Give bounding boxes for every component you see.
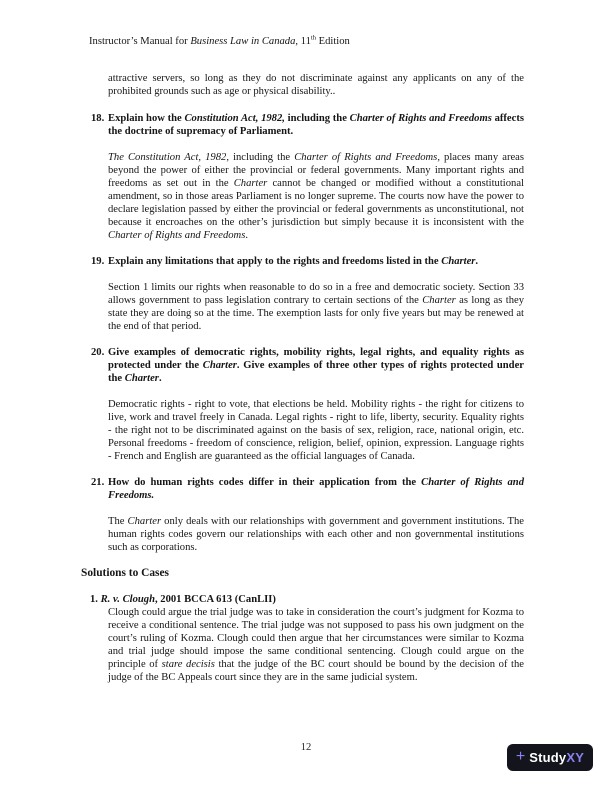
studyxy-logo[interactable]	[507, 744, 593, 771]
intro-paragraph: attractive servers, so long as they do not discriminate against any applicants on any of the prohibited grounds such as age or physical disability..	[108, 73, 524, 97]
answer-text: Section 1 limits our rights when reasonable to do so in a free and democratic society. Section 33 allows government to pass legislation contrary to certain sections of the Charter as long as they state they are doing so at the time. The exemption lasts for only five years but may be renewed at the end of that period.	[108, 282, 524, 332]
case-item-1	[81, 593, 524, 684]
question-item-19	[81, 255, 524, 333]
running-header: Instructor’s Manual for Business Law in Canada, 11th Edition	[89, 34, 350, 47]
solutions-heading: Solutions to Cases	[81, 567, 169, 579]
question-number: 18.	[91, 113, 105, 124]
answer-text: The Constitution Act, 1982, including the Charter of Rights and Freedoms, places many areas beyond the power of either the provincial or federal governments. Many important rights and freedoms as set out in the Charter cannot be changed or modified without a constitutional amendment, so in those areas Parliament is no longer supreme. The courts now have the power to declare legislation passed by either the provincial or federal governments as unconstitutional, not because it encroaches on the other’s jurisdiction but simply because it is inconsistent with the Charter of Rights and Freedoms.	[108, 152, 524, 241]
question-number: 21.	[91, 477, 105, 488]
question-text: How do human rights codes differ in their application from the Charter of Rights and Freedoms.	[108, 477, 524, 501]
question-text: Explain any limitations that apply to the rights and freedoms listed in the Charter.	[108, 256, 479, 267]
question-number: 20.	[91, 347, 105, 358]
case-citation: R. v. Clough, 2001 BCCA 613 (CanLII)	[100, 594, 276, 605]
case-title	[90, 593, 524, 606]
question-item-20	[81, 346, 524, 463]
question-text: Explain how the Constitution Act, 1982, including the Charter of Rights and Freedoms affects the doctrine of supremacy of Parliament.	[108, 113, 524, 137]
logo-text-study: Study	[529, 750, 567, 765]
case-body: Clough could argue the trial judge was to take in consideration the court’s judgment for Kozma to receive a conditional sentence. The trial judge was not supposed to pass his own judgment on the court’s ruling of Kozma. Clough could then argue that her circumstances were similar to Kozma and trial judge should impose the same conditional sentencing. Clough could argue on the principle of stare decisis that the judge of the BC court should be bound by the decision of the judge of the BC Appeals court since they are in the same judicial system.	[108, 607, 524, 683]
question-item-21	[81, 476, 524, 554]
case-number: 1.	[90, 594, 98, 605]
plus-icon: +	[515, 747, 526, 765]
question-item-18	[81, 112, 524, 242]
question-text: Give examples of democratic rights, mobility rights, legal rights, and equality rights as protected under the Charter. Give examples of three other types of rights protected under the Charter.	[108, 347, 524, 384]
logo-text-xy: XY	[566, 750, 585, 765]
page-content	[81, 72, 524, 684]
answer-text: The Charter only deals with our relationships with government and government institutions. The human rights codes govern our relationships with each other and non governmental institutions such as corporations.	[108, 516, 524, 553]
answer-text: Democratic rights - right to vote, that elections be held. Mobility rights - the right for citizens to live, work and travel freely in Canada. Legal rights - right to life, liberty, security. Equality rights - the right not to be discriminated against on the basis of sex, religion, race, national origin, etc. Personal freedoms - freedom of conscience, religion, belief, opinion, expression. Language rights - French and English are guaranteed as the official languages of Canada.	[108, 399, 524, 462]
question-number: 19.	[91, 256, 105, 267]
page-number: 12	[300, 742, 312, 753]
